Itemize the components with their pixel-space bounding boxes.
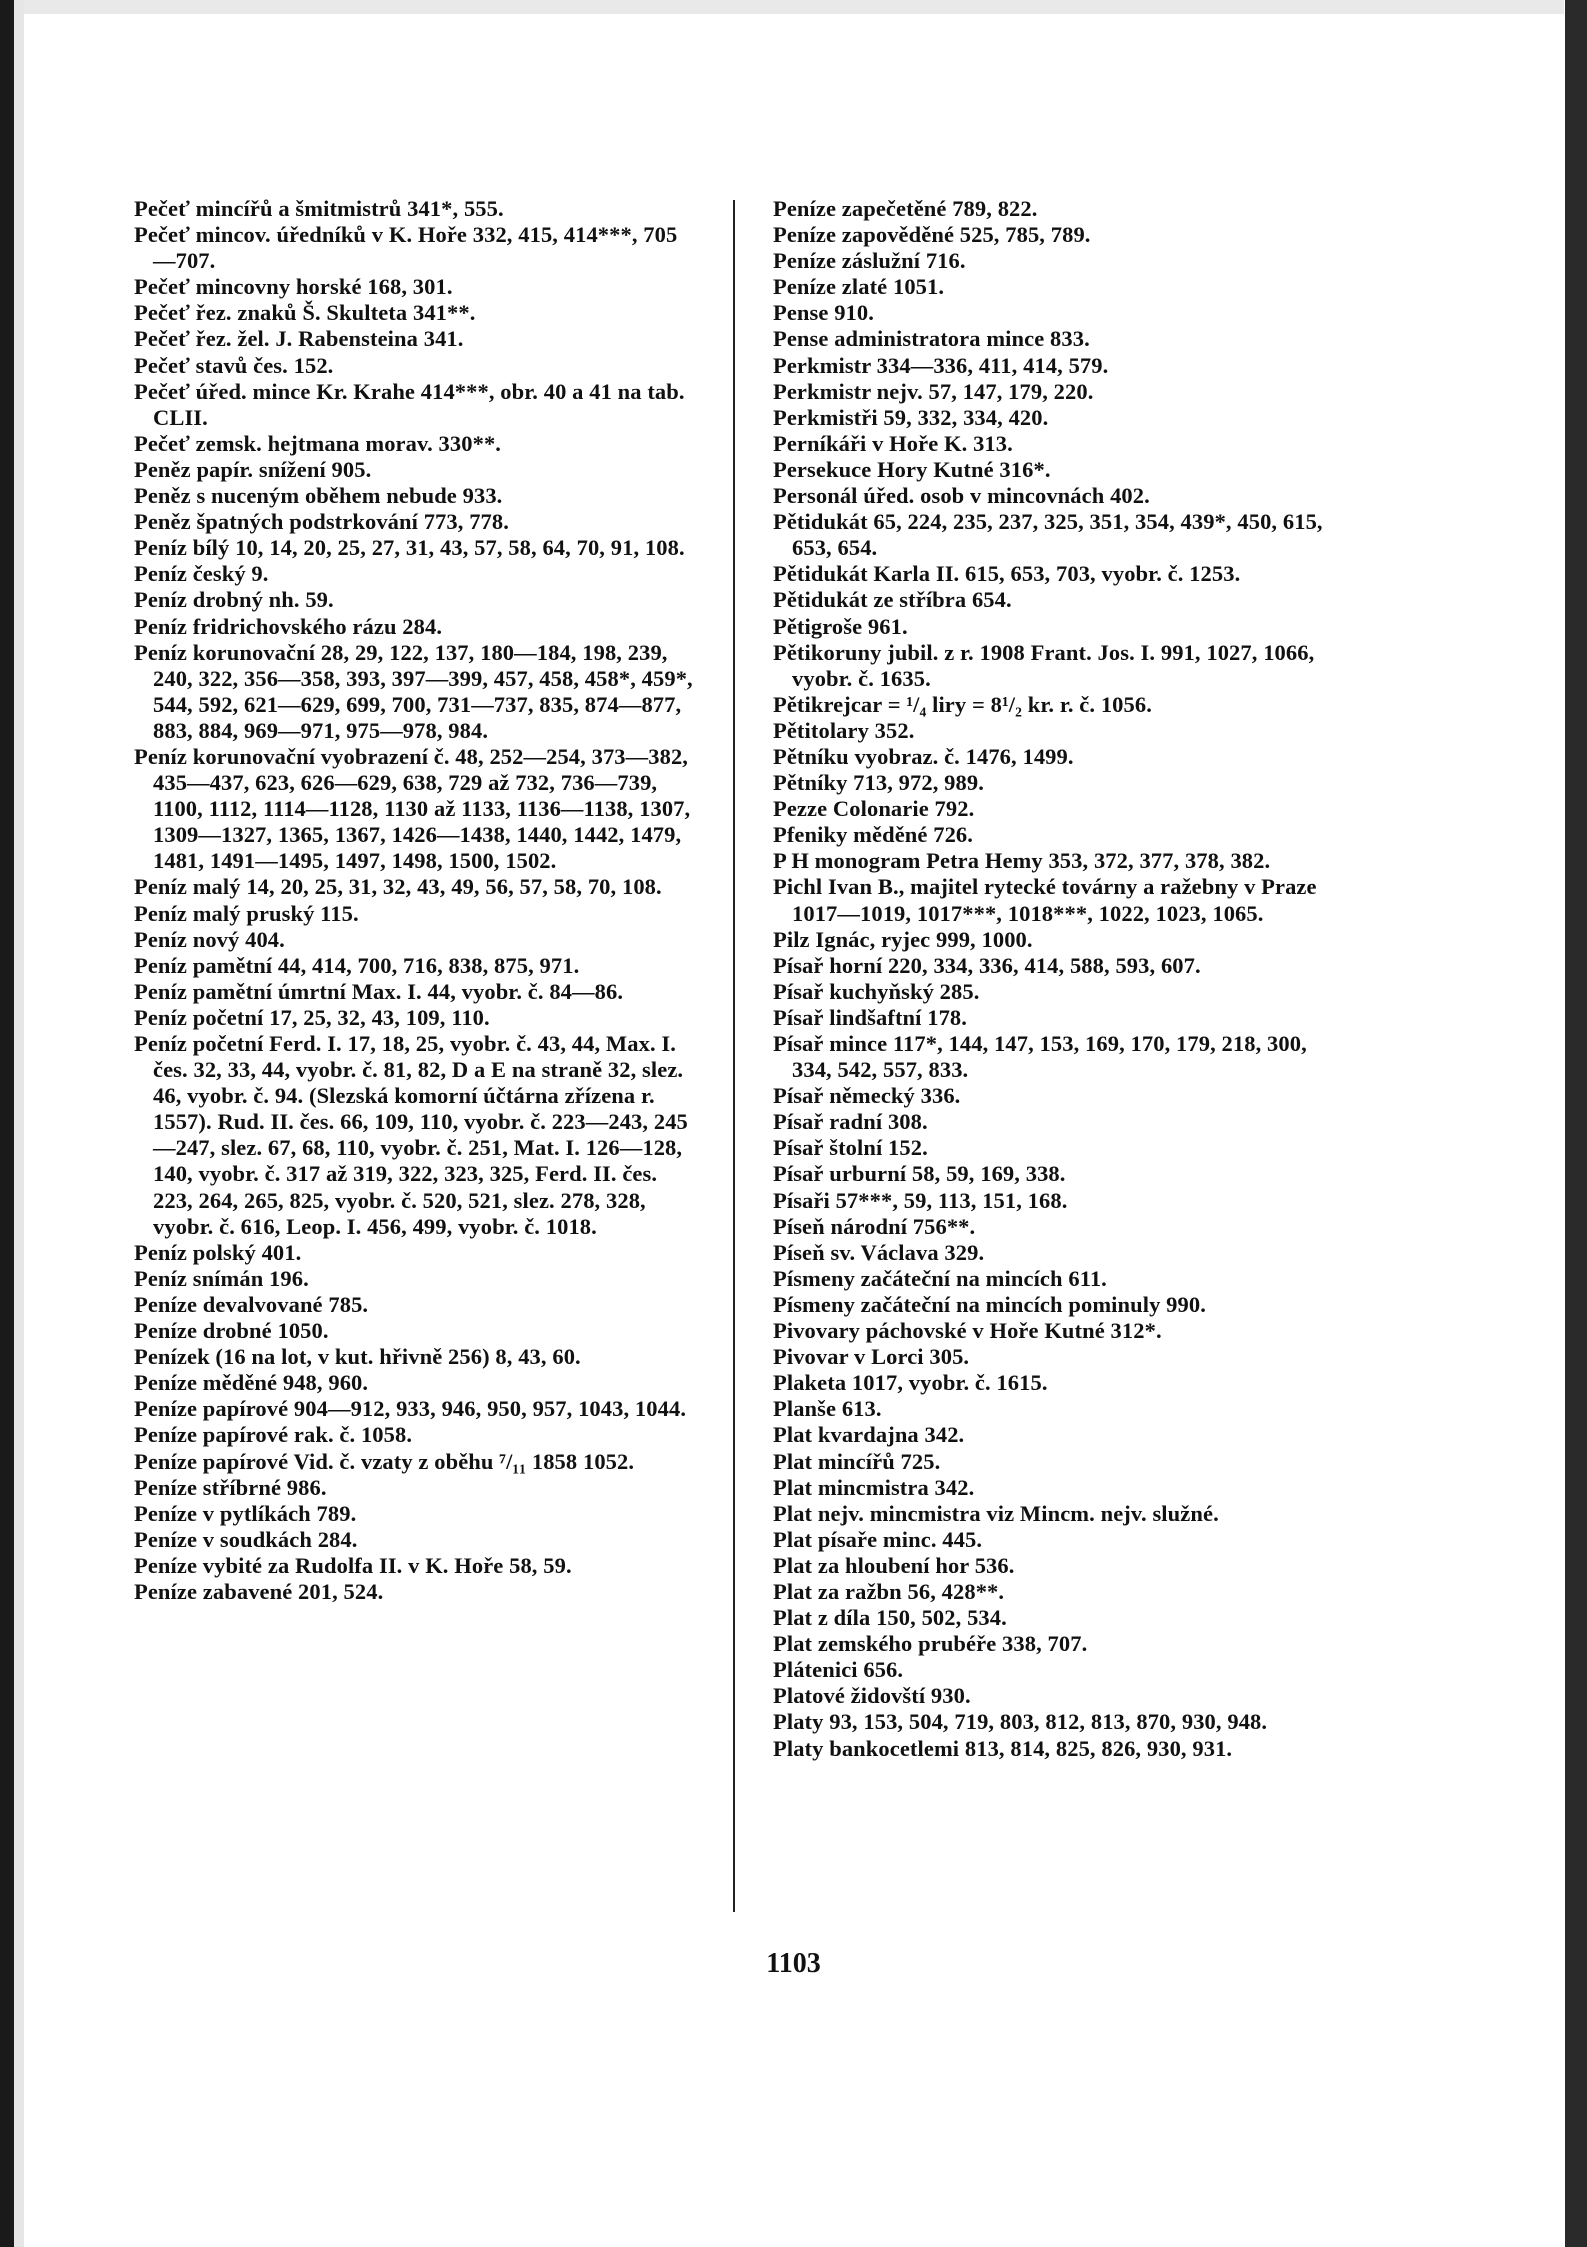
index-entry: Peníz fridrichovského rázu 284. bbox=[134, 613, 443, 639]
index-entry: Persekuce Hory Kutné 316*. bbox=[773, 456, 1051, 482]
index-entry: Plat mincmistra 342. bbox=[773, 1474, 975, 1500]
scan-border-top bbox=[24, 0, 1564, 14]
index-entry: Perníkáři v Hoře K. 313. bbox=[773, 430, 1013, 456]
index-entry: Peníz drobný nh. 59. bbox=[134, 587, 334, 613]
index-entry: Pětidukát ze stříbra 654. bbox=[773, 587, 1012, 613]
index-entry: Pečeť mincířů a šmitmistrů 341*, 555. bbox=[134, 196, 504, 221]
index-entry: Pětigroše 961. bbox=[773, 613, 908, 639]
index-entry: Písmeny začáteční na mincích pominuly 990. bbox=[773, 1291, 1206, 1317]
index-entry: Peníze zabavené 201, 524. bbox=[134, 1578, 384, 1604]
scan-border-left-light bbox=[14, 0, 24, 2247]
index-entry: Plat za hloubení hor 536. bbox=[773, 1552, 1015, 1578]
index-entry: Peněz špatných podstrkování 773, 778. bbox=[134, 509, 509, 535]
index-entry: Peníz bílý 10, 14, 20, 25, 27, 31, 43, 57, 58, 64, 70, 91, 108. bbox=[134, 535, 685, 561]
index-entry: Plat za ražbn 56, 428**. bbox=[773, 1578, 1005, 1604]
index-entry: Pilz Ignác, ryjec 999, 1000. bbox=[773, 926, 1033, 952]
index-entry: Písař kuchyňský 285. bbox=[773, 978, 980, 1004]
index-entry: Peníze v pytlíkách 789. bbox=[134, 1500, 357, 1526]
index-entry: Pětidukát 65, 224, 235, 237, 325, 351, 354, 439*, 450, 615, 653, 654. bbox=[773, 509, 1323, 561]
index-column-left bbox=[134, 196, 699, 1605]
index-entry: Peníze papírové rak. č. 1058. bbox=[134, 1422, 413, 1448]
index-entry: Pezze Colonarie 792. bbox=[773, 796, 975, 822]
index-entry: Peníz početní Ferd. I. 17, 18, 25, vyobr. č. 43, 44, Max. I. čes. 32, 33, 44, vyobr. č. 81, 82, D a E na straně 32, slez. 46, vyobr. č. 94. (Slezská komorní účtárna zřízena r. 1557). Rud. II. čes. 66, 109, 110, vyobr. č. 223—243, 245—247, slez. 67, 68, 110, vyobr. č. 251, Mat. I. 126—128, 140, vyobr. č. 317 až 319, 322, 323, 325, Ferd. II. čes. 223, 264, 265, 825, vyobr. č. 520, 521, slez. 278, 328, vyobr. č. 616, Leop. I. 456, 499, vyobr. č. 1018. bbox=[134, 1031, 688, 1239]
index-column-right bbox=[773, 196, 1339, 1762]
index-entry: Peníze papírové 904—912, 933, 946, 950, 957, 1043, 1044. bbox=[134, 1396, 687, 1422]
index-entry: P H monogram Petra Hemy 353, 372, 377, 378, 382. bbox=[773, 848, 1271, 874]
index-entry: Peníze zapečetěné 789, 822. bbox=[773, 196, 1038, 221]
index-entry: Pfeniky měděné 726. bbox=[773, 822, 974, 848]
index-entry: Peníze měděné 948, 960. bbox=[134, 1370, 369, 1396]
index-entry: Pětikoruny jubil. z r. 1908 Frant. Jos. I. 991, 1027, 1066, vyobr. č. 1635. bbox=[773, 639, 1315, 691]
index-entry: Peníz malý 14, 20, 25, 31, 32, 43, 49, 56, 57, 58, 70, 108. bbox=[134, 874, 662, 900]
index-entry: Pětníky 713, 972, 989. bbox=[773, 770, 984, 796]
index-entry: Peníz korunovační 28, 29, 122, 137, 180—184, 198, 239, 240, 322, 356—358, 393, 397—399, 457, 458, 458*, 459*, 544, 592, 621—629, 699, 700, 731—737, 835, 874—877, 883, 884, 969—971, 975—978, 984. bbox=[134, 639, 693, 743]
index-entry: Písmeny začáteční na mincích 611. bbox=[773, 1265, 1107, 1291]
index-entry: Perkmistři 59, 332, 334, 420. bbox=[773, 404, 1049, 430]
index-entry: Plaketa 1017, vyobr. č. 1615. bbox=[773, 1370, 1048, 1396]
index-entry: Peníze vybité za Rudolfa II. v K. Hoře 58, 59. bbox=[134, 1552, 572, 1578]
index-entry: Plátenici 656. bbox=[773, 1657, 904, 1683]
index-entry: Plat zemského prubéře 338, 707. bbox=[773, 1631, 1088, 1657]
index-entry: Peníz početní 17, 25, 32, 43, 109, 110. bbox=[134, 1004, 490, 1030]
index-entry: Peněz s nuceným oběhem nebude 933. bbox=[134, 483, 503, 509]
index-entry: Peníz pamětní 44, 414, 700, 716, 838, 875, 971. bbox=[134, 952, 580, 978]
index-entry: Písař lindšaftní 178. bbox=[773, 1004, 967, 1030]
index-entry: Plat písaře minc. 445. bbox=[773, 1526, 983, 1552]
scan-border-left bbox=[0, 0, 14, 2247]
index-entry: Peníze papírové Vid. č. vzaty z oběhu ⁷/₁₁ 1858 1052. bbox=[134, 1448, 635, 1474]
index-entry: Pečeť řez. znaků Š. Skulteta 341**. bbox=[134, 300, 476, 326]
index-entry: Pense 910. bbox=[773, 300, 874, 326]
column-divider bbox=[733, 200, 735, 1912]
index-entry: Písař horní 220, 334, 336, 414, 588, 593, 607. bbox=[773, 952, 1201, 978]
index-entry: Pečeť úřed. mince Kr. Krahe 414***, obr. 40 a 41 na tab. CLII. bbox=[134, 378, 685, 430]
index-entry: Pečeť stavů čes. 152. bbox=[134, 352, 334, 378]
index-entry: Penízek (16 na lot, v kut. hřivně 256) 8, 43, 60. bbox=[134, 1344, 581, 1370]
index-entry: Písař německý 336. bbox=[773, 1083, 961, 1109]
scan-border-right bbox=[1565, 0, 1587, 2247]
index-entry: Plat nejv. mincmistra viz Mincm. nejv. služné. bbox=[773, 1500, 1219, 1526]
index-entry: Peníz snímán 196. bbox=[134, 1265, 309, 1291]
index-entry: Peníz polský 401. bbox=[134, 1239, 302, 1265]
index-entry: Plat z díla 150, 502, 534. bbox=[773, 1605, 1007, 1631]
index-entry: Pečeť zemsk. hejtmana morav. 330**. bbox=[134, 430, 502, 456]
index-entry: Písař mince 117*, 144, 147, 153, 169, 170, 179, 218, 300, 334, 542, 557, 833. bbox=[773, 1031, 1307, 1083]
index-entry: Pivovary páchovské v Hoře Kutné 312*. bbox=[773, 1318, 1162, 1344]
index-entry: Peněz papír. snížení 905. bbox=[134, 456, 372, 482]
index-entry: Pečeť řez. žel. J. Rabensteina 341. bbox=[134, 326, 464, 352]
index-entry: Peníze stříbrné 986. bbox=[134, 1474, 327, 1500]
index-entry: Personál úřed. osob v mincovnách 402. bbox=[773, 483, 1150, 509]
index-entry: Plat kvardajna 342. bbox=[773, 1422, 965, 1448]
index-entry: Pichl Ivan B., majitel rytecké továrny a ražebny v Praze 1017—1019, 1017***, 1018***, 1022, 1023, 1065. bbox=[773, 874, 1317, 926]
index-entry: Píseň sv. Václava 329. bbox=[773, 1239, 985, 1265]
index-entry: Platové židovští 930. bbox=[773, 1683, 971, 1709]
index-entry: Perkmistr nejv. 57, 147, 179, 220. bbox=[773, 378, 1094, 404]
index-entry: Písař radní 308. bbox=[773, 1109, 928, 1135]
index-entry: Písař urburní 58, 59, 169, 338. bbox=[773, 1161, 1066, 1187]
index-entry: Planše 613. bbox=[773, 1396, 882, 1422]
index-entry: Písař štolní 152. bbox=[773, 1135, 928, 1161]
index-entry: Peníz nový 404. bbox=[134, 926, 285, 952]
index-entry: Perkmistr 334—336, 411, 414, 579. bbox=[773, 352, 1109, 378]
index-entry: Peníze drobné 1050. bbox=[134, 1318, 329, 1344]
index-entry: Platy 93, 153, 504, 719, 803, 812, 813, 870, 930, 948. bbox=[773, 1709, 1268, 1735]
index-entry: Peníz malý pruský 115. bbox=[134, 900, 359, 926]
index-entry: Peníze v soudkách 284. bbox=[134, 1526, 358, 1552]
index-entry: Peníz korunovační vyobrazení č. 48, 252—254, 373—382, 435—437, 623, 626—629, 638, 729 až 732, 736—739, 1100, 1112, 1114—1128, 1130 až 1133, 1136—1138, 1307, 1309—1327, 1365, 1367, 1426—1438, 1440, 1442, 1479, 1481, 1491—1495, 1497, 1498, 1500, 1502. bbox=[134, 743, 691, 874]
index-entry: Pětníku vyobraz. č. 1476, 1499. bbox=[773, 743, 1074, 769]
index-entry: Peníz český 9. bbox=[134, 561, 269, 587]
index-entry: Peníze devalvované 785. bbox=[134, 1291, 369, 1317]
index-entry: Plat mincířů 725. bbox=[773, 1448, 941, 1474]
index-entry: Peníze zlaté 1051. bbox=[773, 274, 945, 300]
index-entry: Pečeť mincov. úředníků v K. Hoře 332, 415, 414***, 705—707. bbox=[134, 222, 678, 274]
index-entry: Peníz pamětní úmrtní Max. I. 44, vyobr. č. 84—86. bbox=[134, 978, 624, 1004]
index-entry: Peníze záslužní 716. bbox=[773, 248, 966, 274]
index-entry: Pětidukát Karla II. 615, 653, 703, vyobr. č. 1253. bbox=[773, 561, 1241, 587]
index-entry: Písaři 57***, 59, 113, 151, 168. bbox=[773, 1187, 1068, 1213]
index-entry: Pense administratora mince 833. bbox=[773, 326, 1090, 352]
index-entry: Pečeť mincovny horské 168, 301. bbox=[134, 274, 453, 300]
index-entry: Píseň národní 756**. bbox=[773, 1213, 976, 1239]
index-entry: Pětikrejcar = ¹/₄ liry = 8¹/₂ kr. r. č. 1056. bbox=[773, 691, 1152, 717]
index-entry: Peníze zapověděné 525, 785, 789. bbox=[773, 222, 1091, 248]
index-entry: Pětitolary 352. bbox=[773, 717, 915, 743]
index-entry: Pivovar v Lorci 305. bbox=[773, 1344, 970, 1370]
page-number: 1103 bbox=[766, 1948, 821, 1979]
index-entry: Platy bankocetlemi 813, 814, 825, 826, 930, 931. bbox=[773, 1735, 1233, 1761]
